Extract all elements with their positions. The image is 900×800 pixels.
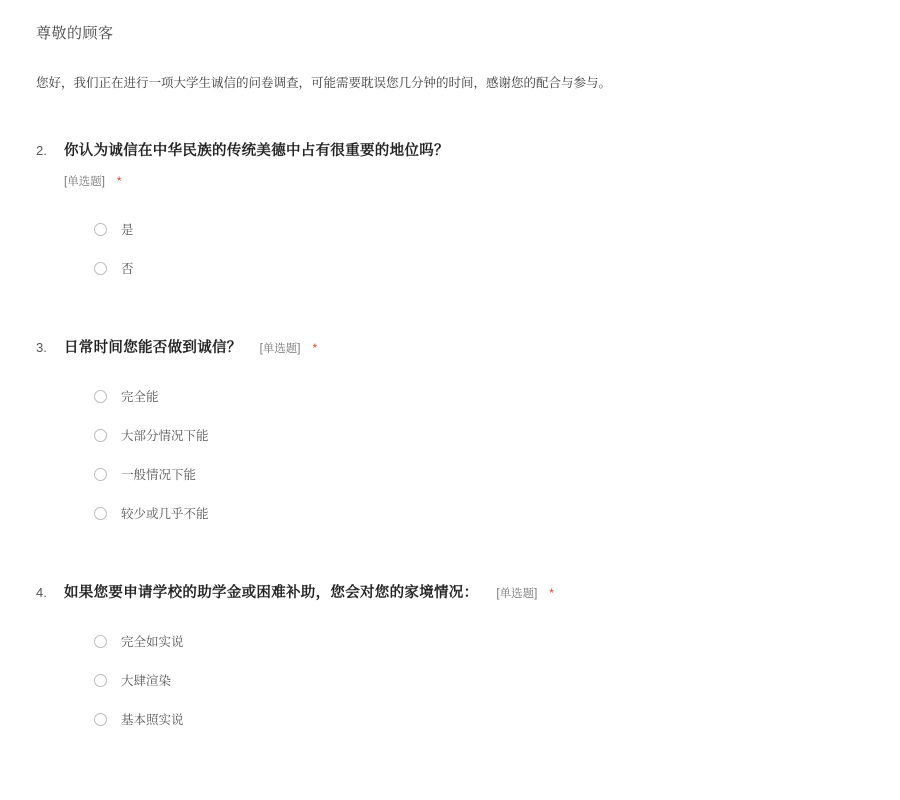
question-item	[36, 336, 864, 543]
survey-title: 尊敬的顾客	[36, 25, 114, 42]
question-number: 3.	[36, 340, 47, 355]
question-title: 日常时间您能否做到诚信？	[64, 340, 242, 356]
radio-icon[interactable]	[94, 429, 107, 442]
option-row[interactable]	[94, 426, 864, 444]
survey-intro: 您好，我们正在进行一项大学生诚信的问卷调查，可能需要耽误您几分钟的时间，感谢您的配合与参与。	[36, 76, 612, 90]
option-label: 完全如实说	[121, 635, 184, 649]
question-title-line	[64, 336, 864, 357]
option-row[interactable]	[94, 504, 864, 522]
radio-icon[interactable]	[94, 223, 107, 236]
question-title: 如果您要申请学校的助学金或困难补助，您会对您的家境情况：	[64, 585, 479, 601]
question-type-label: [单选题]	[259, 343, 301, 355]
option-label: 基本照实说	[121, 713, 184, 727]
required-marker: *	[312, 341, 318, 355]
option-group	[94, 387, 864, 522]
option-label: 一般情况下能	[121, 468, 197, 482]
question-header	[36, 139, 864, 298]
question-type-label: [单选题]	[496, 588, 538, 600]
question-body	[64, 336, 864, 543]
question-body	[64, 139, 864, 298]
question-meta	[260, 340, 318, 356]
radio-icon[interactable]	[94, 713, 107, 726]
radio-icon[interactable]	[94, 262, 107, 275]
question-type-label: [单选题]	[64, 176, 105, 188]
question-header	[36, 336, 864, 543]
question-item	[36, 581, 864, 749]
question-number: 4.	[36, 585, 47, 600]
question-header	[36, 581, 864, 749]
option-label: 否	[121, 262, 134, 276]
option-label: 是	[121, 223, 134, 237]
radio-icon[interactable]	[94, 468, 107, 481]
question-body	[64, 581, 864, 749]
option-group	[94, 220, 864, 277]
radio-icon[interactable]	[94, 507, 107, 520]
question-number: 2.	[36, 143, 47, 158]
question-title-line	[64, 139, 864, 160]
option-label: 大肆渲染	[121, 674, 172, 688]
radio-icon[interactable]	[94, 390, 107, 403]
question-meta	[64, 173, 122, 189]
option-row[interactable]	[94, 465, 864, 483]
question-title-line	[64, 581, 864, 602]
option-row[interactable]	[94, 259, 864, 277]
question-meta	[496, 585, 554, 601]
option-label: 大部分情况下能	[121, 429, 209, 443]
option-row[interactable]	[94, 220, 864, 238]
option-row[interactable]	[94, 632, 864, 650]
option-row[interactable]	[94, 387, 864, 405]
required-marker: *	[549, 586, 554, 600]
required-marker: *	[116, 174, 122, 188]
radio-icon[interactable]	[94, 674, 107, 687]
radio-icon[interactable]	[94, 635, 107, 648]
option-label: 完全能	[121, 390, 159, 404]
option-group	[94, 632, 864, 728]
question-list	[36, 139, 864, 749]
option-row[interactable]	[94, 710, 864, 728]
option-row[interactable]	[94, 671, 864, 689]
question-title: 你认为诚信在中华民族的传统美德中占有很重要的地位吗？	[64, 143, 449, 159]
question-item	[36, 139, 864, 298]
option-label: 较少或几乎不能	[121, 507, 209, 521]
